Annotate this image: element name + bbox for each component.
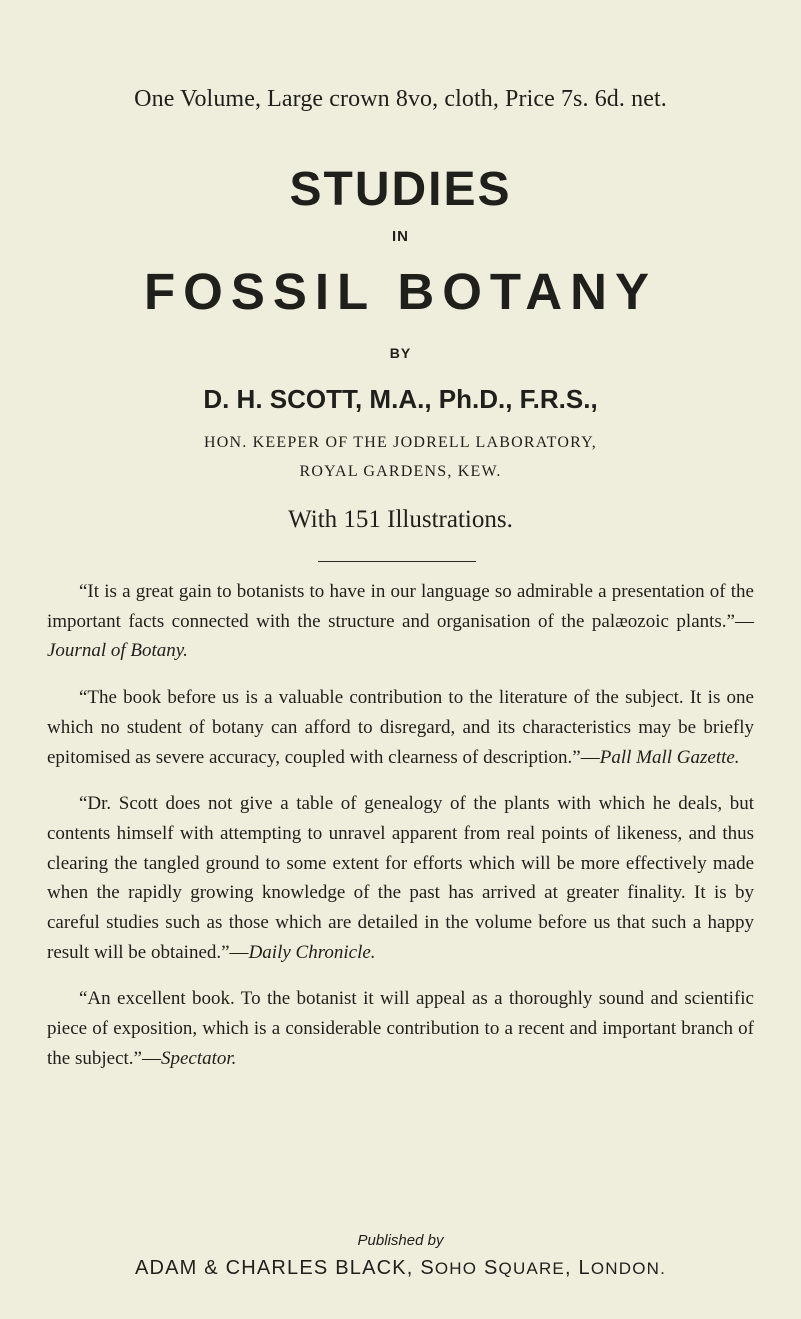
publisher-name: ADAM & CHARLES BLACK, [134,1257,414,1279]
title-studies: STUDIES [289,163,512,216]
address-square-rest: QUARE [498,1259,565,1278]
author-post-line-2: ROYAL GARDENS, KEW. [299,463,502,480]
author-name: D. H. SCOTT, M.A., Ph.D., F.R.S., [203,384,598,414]
review-quote [47,984,754,1073]
address-london-initial: L [578,1257,591,1279]
review-quotes [47,577,754,1091]
review-text: “The book before us is a valuable contribution to the literature of the subject. It is one which no student of botany can afford to disregard, and its characteristics may be briefly epitomised as severe accuracy, coupled with clearness of description.”— [47,687,754,768]
title-by: BY [389,345,412,361]
publisher-imprint: ADAM & CHARLES BLACK, SOHO SQUARE, LONDON. [134,1257,667,1279]
review-source: Journal of Botany. [47,640,188,662]
divider-rule [318,561,476,562]
published-by-label: Published by [357,1232,444,1249]
review-source: Spectator. [160,1047,237,1069]
address-soho-initial: S [420,1257,435,1279]
address-soho-rest: OHO [434,1259,478,1278]
author-post-line-1: HON. KEEPER OF THE JODRELL LABORATORY, [203,434,598,451]
review-quote [47,789,754,967]
address-london-rest: ONDON. [590,1259,667,1278]
title-in: IN [392,228,409,245]
review-text: “It is a great gain to botanists to have in our language so admirable a presentation of the important facts connected with the structure and organisation of the palæozoic plants.”— [47,581,754,632]
review-source: Daily Chronicle. [248,941,376,963]
review-quote [47,683,754,772]
title-fossil-botany: FOSSIL BOTANY [144,263,657,320]
illustrations-note: With 151 Illustrations. [288,506,513,533]
review-quote [47,577,754,666]
review-text: “An excellent book. To the botanist it will appeal as a thoroughly sound and scientific piece of exposition, which is a considerable contribution to a recent and important branch of the subject.”— [47,988,754,1069]
review-text: “Dr. Scott does not give a table of genealogy of the plants with which he deals, but contents himself with attempting to unravel apparent from real points of likeness, and thus clearing the tangled ground to some extent for efforts which will be more effectively made when the rapidly growing knowledge of the past has arrived at greater finality. It is by careful studies such as those which are detailed in the volume before us that such a happy result will be obtained.”— [47,793,754,963]
address-square-initial: S [483,1257,499,1279]
review-source: Pall Mall Gazette. [599,746,740,768]
edition-line: One Volume, Large crown 8vo, cloth, Price 7s. 6d. net. [134,86,667,112]
